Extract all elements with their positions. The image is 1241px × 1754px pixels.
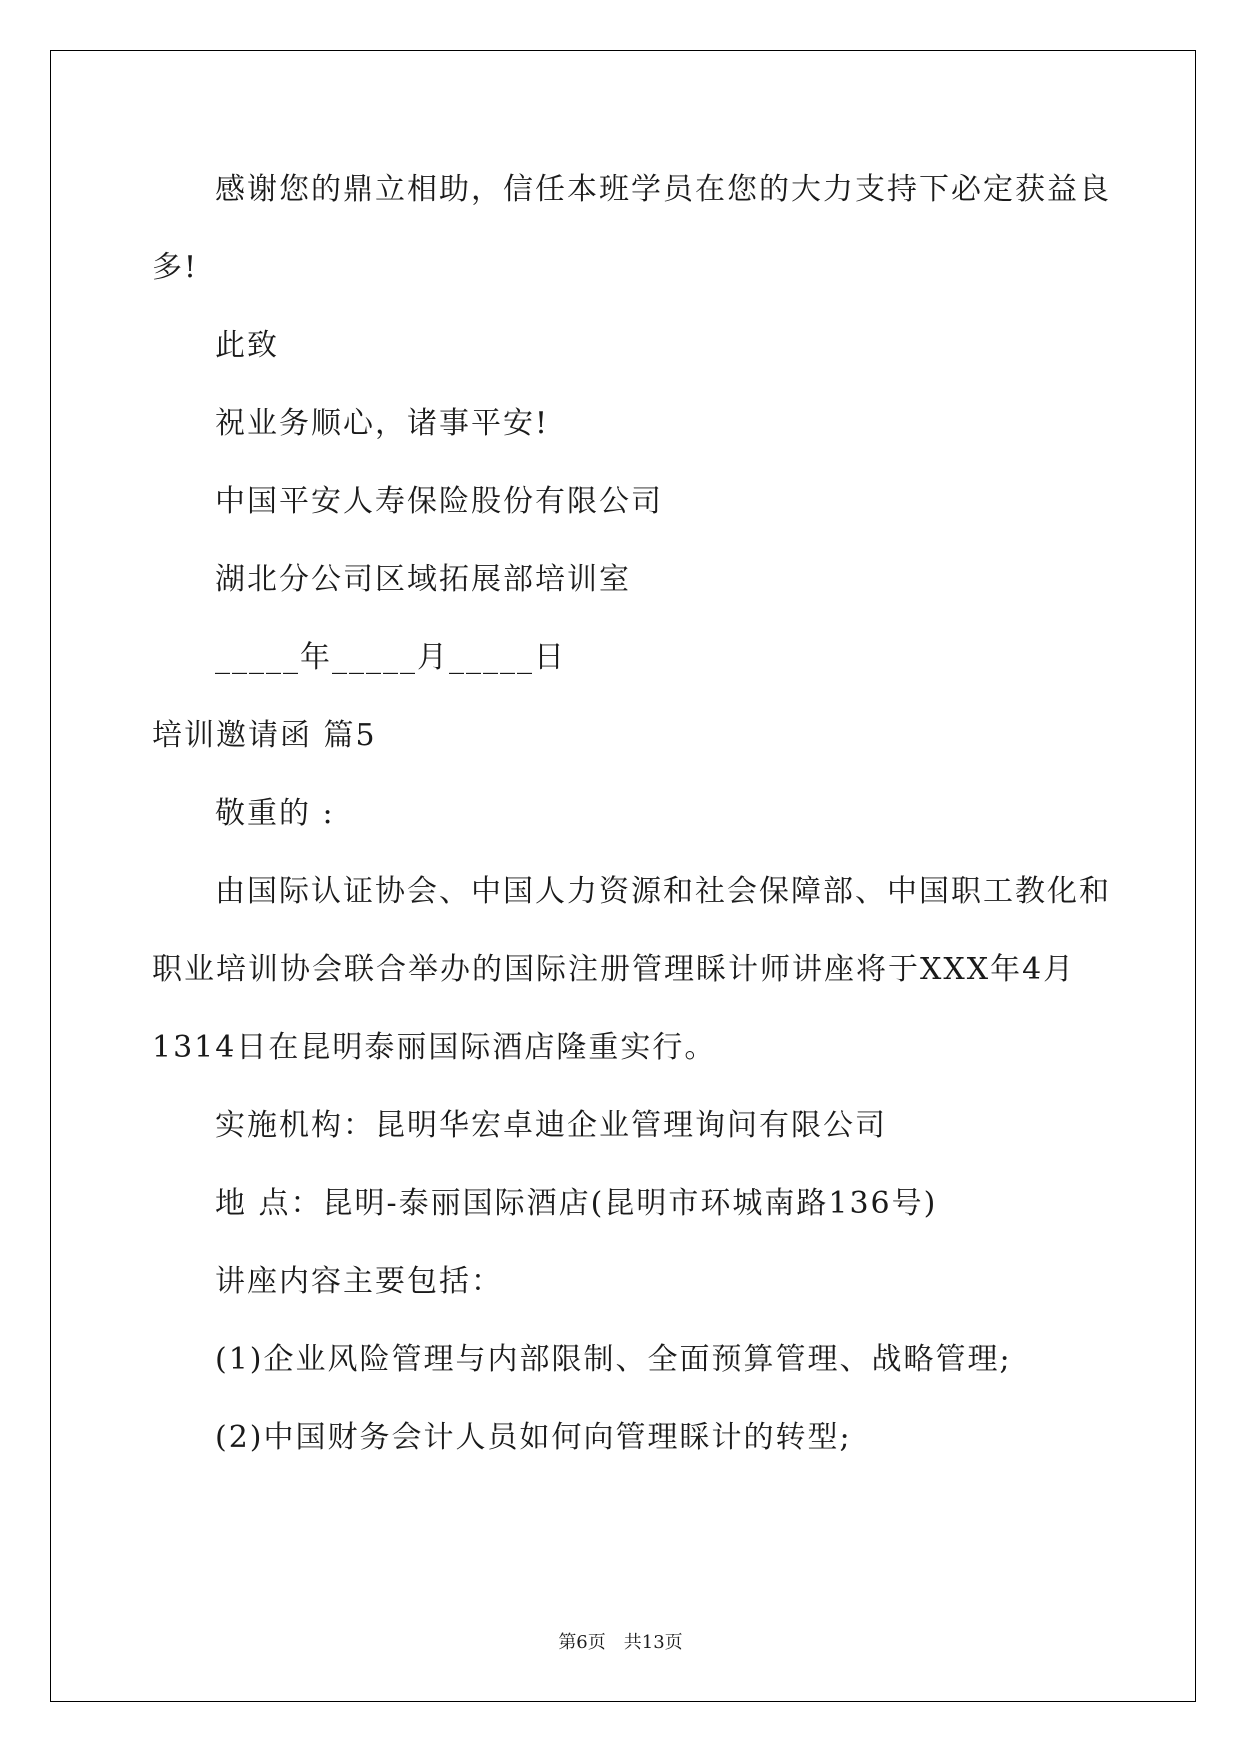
organizer-line: 实施机构：昆明华宏卓迪企业管理询问有限公司 bbox=[215, 1108, 887, 1143]
location-line: 地 点：昆明-泰丽国际酒店(昆明市环城南路136号) bbox=[215, 1186, 938, 1221]
closing-salutation: 此致 bbox=[215, 328, 279, 363]
page-number-footer: 第6页 共13页 bbox=[558, 1632, 683, 1653]
content-intro: 讲座内容主要包括： bbox=[215, 1264, 503, 1299]
greeting: 敬重的 : bbox=[215, 796, 335, 831]
signature-company: 中国平安人寿保险股份有限公司 bbox=[215, 484, 663, 519]
list-item: (2)中国财务会计人员如何向管理睬计的转型; bbox=[215, 1420, 852, 1455]
paragraph-text: 由国际认证协会、中国人力资源和社会保障部、中国职工教化和 bbox=[215, 874, 1111, 909]
paragraph-text: 多! bbox=[152, 250, 199, 285]
paragraph-text: 职业培训协会联合举办的国际注册管理睬计师讲座将于XXX年4月 bbox=[152, 952, 1076, 987]
signature-department: 湖北分公司区域拓展部培训室 bbox=[215, 562, 631, 597]
closing-wish: 祝业务顺心，诸事平安! bbox=[215, 406, 550, 441]
signature-date: _____年_____月_____日 bbox=[215, 640, 566, 675]
paragraph-text: 1314日在昆明泰丽国际酒店隆重实行。 bbox=[152, 1030, 717, 1065]
list-item: (1)企业风险管理与内部限制、全面预算管理、战略管理; bbox=[215, 1342, 1012, 1377]
section-heading: 培训邀请函 篇5 bbox=[152, 718, 377, 753]
paragraph-text: 感谢您的鼎立相助，信任本班学员在您的大力支持下必定获益良 bbox=[215, 172, 1111, 207]
